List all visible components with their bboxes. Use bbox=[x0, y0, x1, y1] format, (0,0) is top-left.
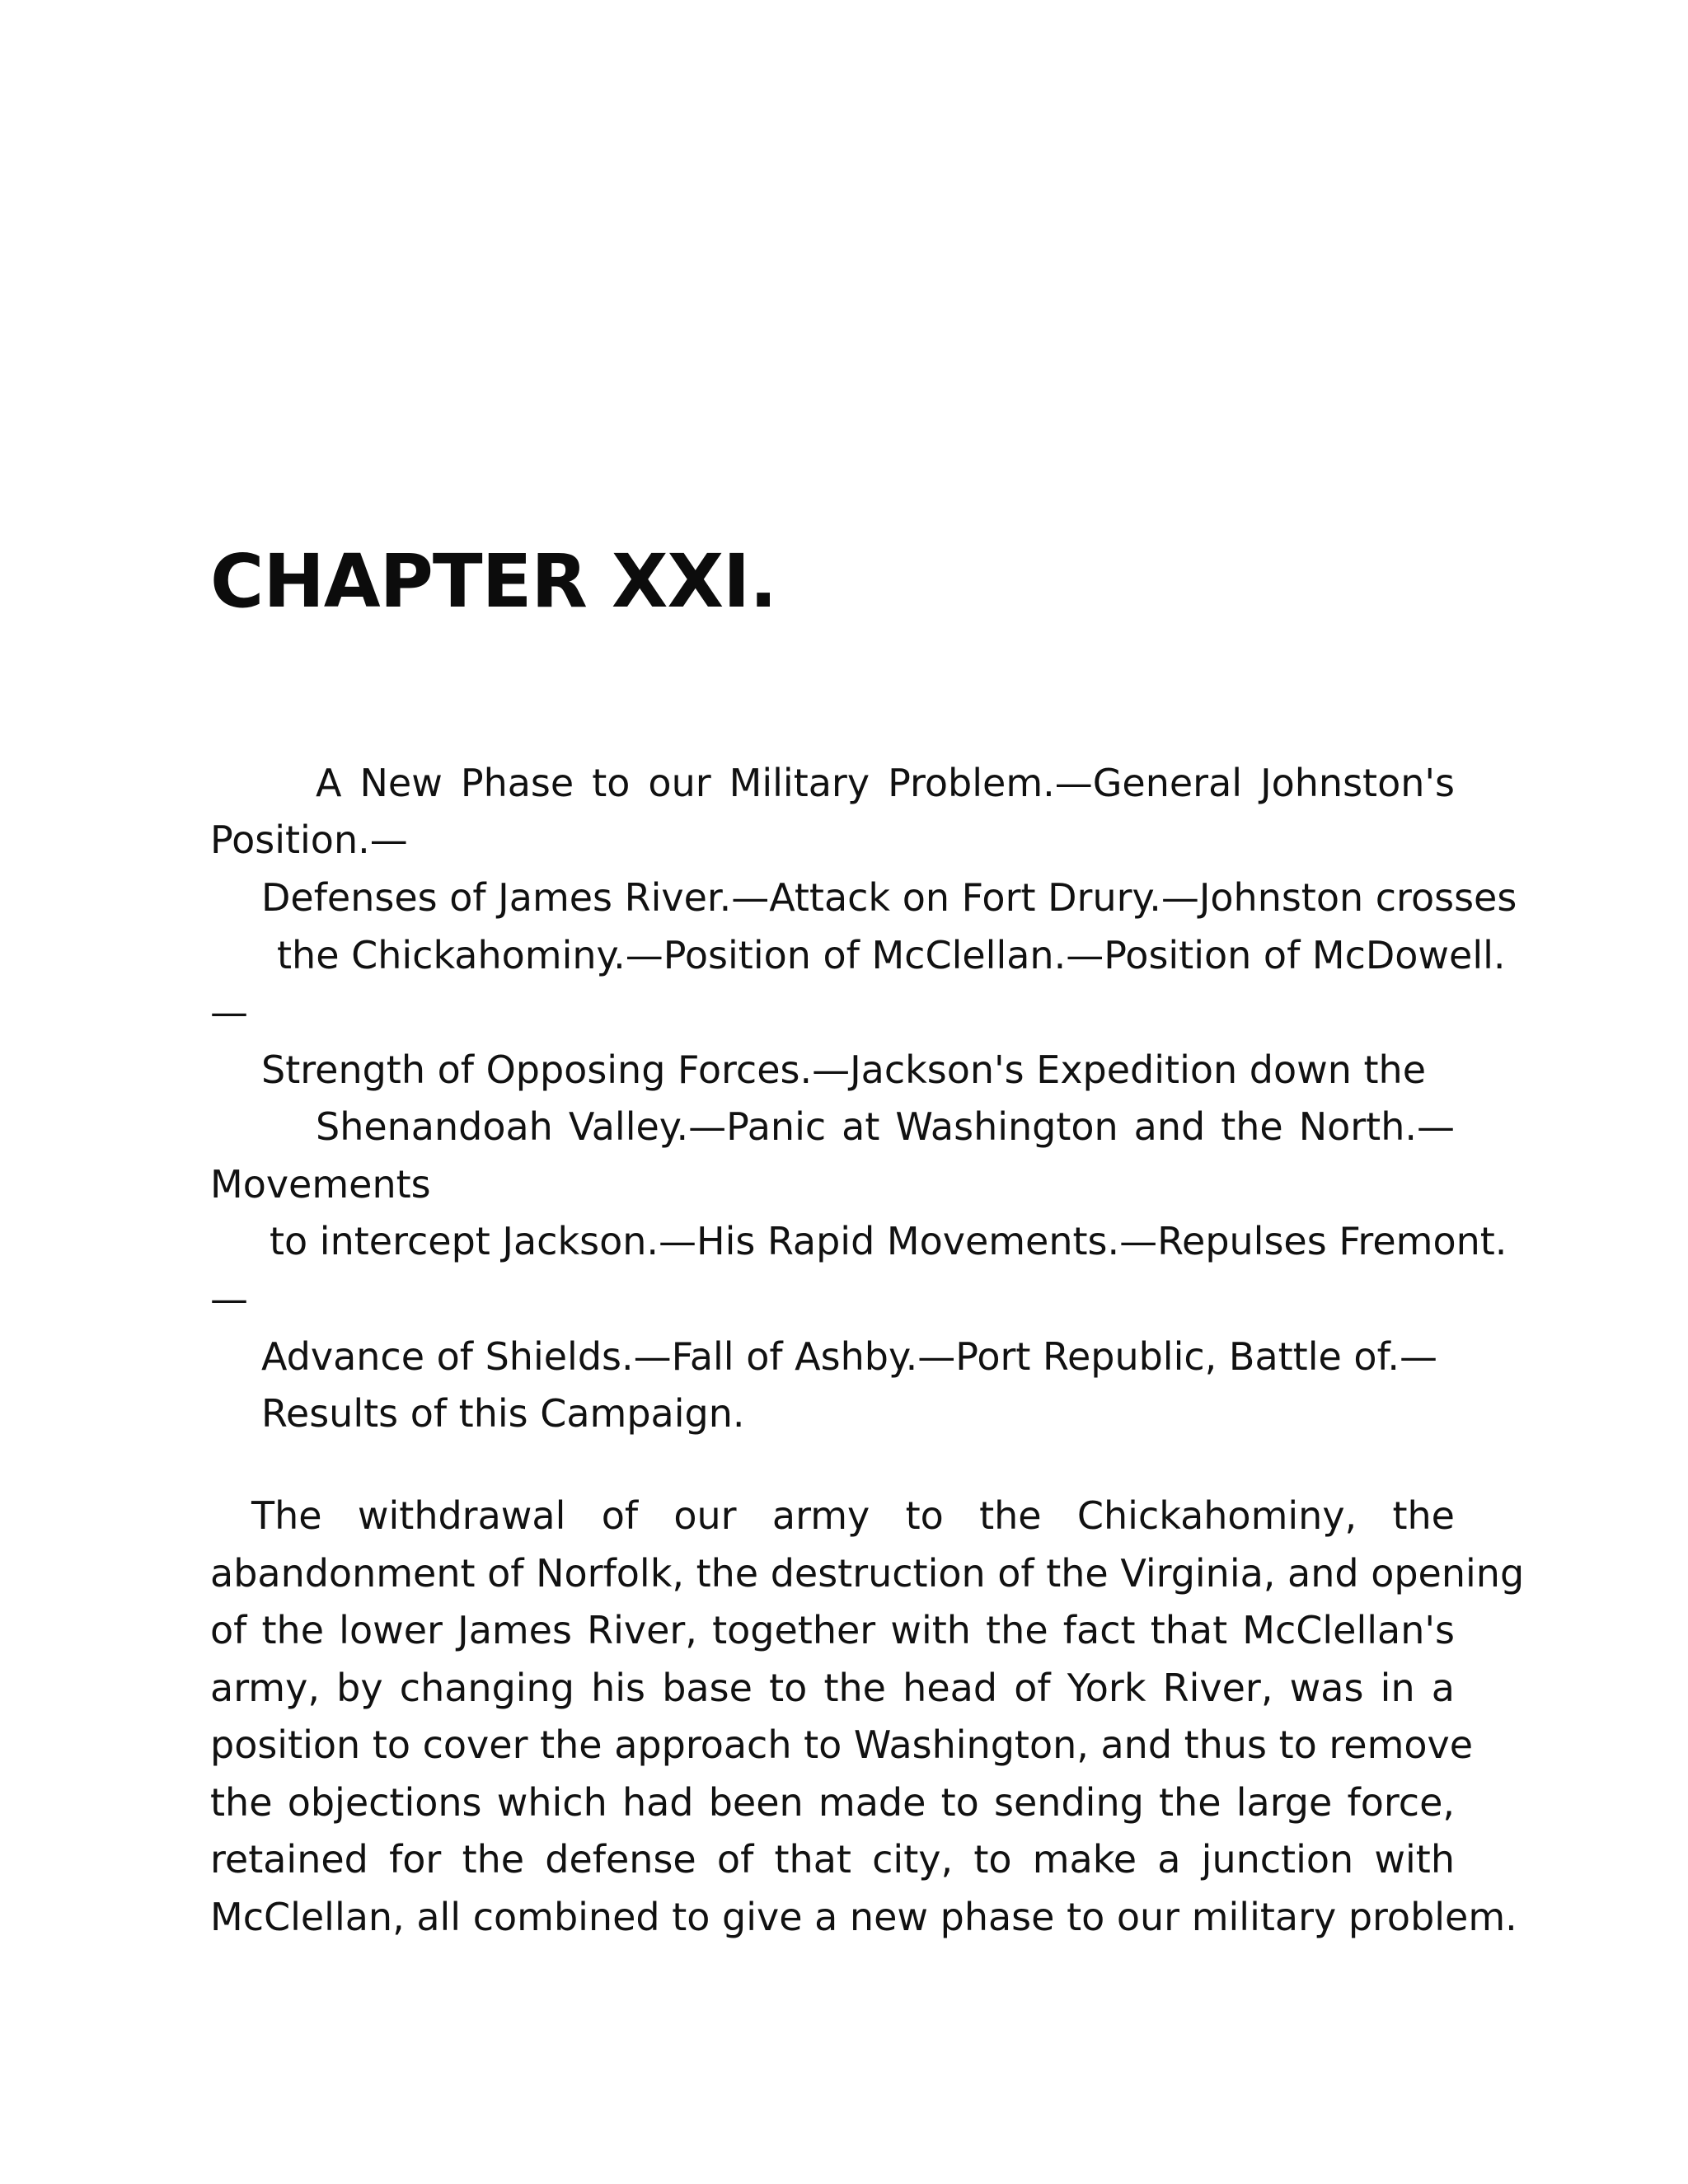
body-line: army, by changing his base to the head of York River, was in a bbox=[210, 1666, 1455, 1710]
summary-line: Advance of Shields.—Fall of Ashby.—Port Republic, Battle of.— bbox=[261, 1334, 1438, 1379]
summary-line: — bbox=[210, 1277, 248, 1321]
summary-line: Shenandoah Valley.—Panic at Washington and the North.— bbox=[316, 1104, 1455, 1149]
body-line: The withdrawal of our army to the Chickahominy, the bbox=[251, 1493, 1455, 1538]
summary-line: Position.— bbox=[210, 818, 408, 862]
body-line: McClellan, all combined to give a new phase to our military problem. bbox=[210, 1895, 1517, 1939]
body-line: of the lower James River, together with the fact that McClellan's bbox=[210, 1608, 1455, 1652]
summary-line: the Chickahominy.—Position of McClellan.—Position of McDowell. bbox=[277, 933, 1506, 977]
summary-line: — bbox=[210, 990, 248, 1034]
chapter-title: CHAPTER XXI. bbox=[210, 538, 777, 624]
summary-line: Results of this Campaign. bbox=[261, 1391, 745, 1436]
body-line: abandonment of Norfolk, the destruction of the Virginia, and opening bbox=[210, 1551, 1525, 1596]
summary-line: A New Phase to our Military Problem.—General Johnston's bbox=[316, 761, 1455, 805]
body-line: position to cover the approach to Washington, and thus to remove bbox=[210, 1722, 1474, 1767]
summary-line: to intercept Jackson.—His Rapid Movements.—Repulses Fremont. bbox=[270, 1219, 1507, 1263]
body-line: the objections which had been made to sending the large force, bbox=[210, 1780, 1455, 1825]
summary-line: Defenses of James River.—Attack on Fort Drury.—Johnston crosses bbox=[261, 875, 1517, 920]
summary-line: Strength of Opposing Forces.—Jackson's Expedition down the bbox=[261, 1047, 1426, 1092]
summary-line: Movements bbox=[210, 1162, 431, 1207]
body-line: retained for the defense of that city, to make a junction with bbox=[210, 1837, 1455, 1882]
